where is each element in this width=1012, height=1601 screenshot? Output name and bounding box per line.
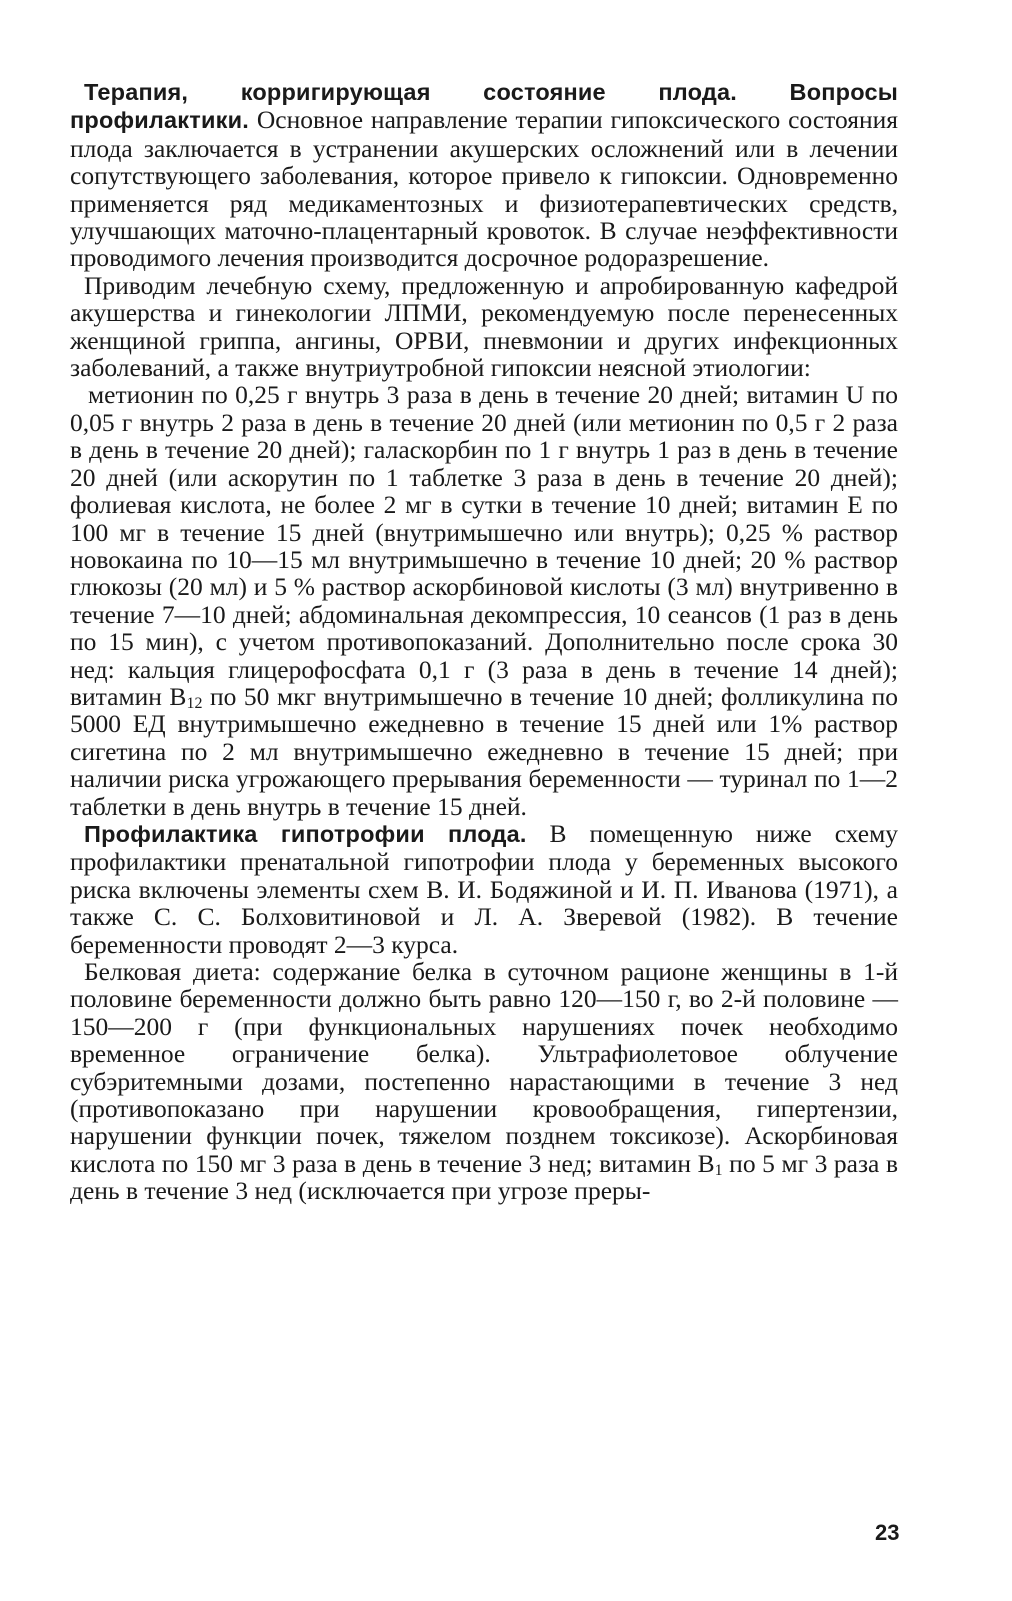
- paragraph-therapy: [70, 78, 898, 272]
- paragraph-hypotrophy: [70, 820, 898, 958]
- section-heading-hypotrophy: Профилактика гипотрофии плода.: [84, 820, 527, 847]
- protein-diet-text-1: Белковая диета: содержание белка в суточном рационе женщины в 1-й половине беременности должно быть равно 120—150 г, во 2-й половине — 150—200 г (при функциональных нарушениях почек необходимо временное ограничение белка). Ультрафиолетовое облучение субэритемными дозами, постепенно нарастающими в течение 3 нед (противопоказано при нарушении кровообращения, гипертензии, нарушении функции почек, тяжелом позднем токсикозе). Аскорбиновая кислота по 150 мг 3 раза в день в течение 3 нед; витамин B: [70, 957, 898, 1178]
- regimen-text-1: метионин по 0,25 г внутрь 3 раза в день в течение 20 дней; витамин U по 0,05 г внутрь 2 раза в день в течение 20 дней (или метионин по 0,5 г 2 раза в день в течение 20 дней); галаскорбин по 1 г внутрь 1 раз в день в течение 20 дней (или аскорутин по 1 таблетке 3 раза в день в течение 20 дней); фолиевая кислота, не более 2 мг в сутки в течение 10 дней; витамин Е по 100 мг в течение 15 дней (внутримышечно или внутрь); 0,25 % раствор новокаина по 10—15 мл внутримышечно в течение 10 дней; 20 % раствор глюкозы (20 мл) и 5 % раствор аскорбиновой кислоты (3 мл) внутривенно в течение 7—10 дней; абдоминальная декомпрессия, 10 сеансов (1 раз в день по 15 мин), с учетом противопоказаний. Дополнительно после срока 30 нед: кальция глицерофосфата 0,1 г (3 раза в день в течение 14 дней); витамин B: [70, 380, 898, 711]
- paragraph-scheme-intro: Приводим лечебную схему, предложенную и апробированную кафедрой акушерства и гинекологии ЛПМИ, рекомендуемую после перенесенных женщиной гриппа, ангины, ОРВИ, пневмонии и других инфекционных заболеваний, а также внутриутробной гипоксии неясной этиологии:: [70, 270, 898, 383]
- paragraph-protein-diet: [70, 958, 898, 1205]
- protein-diet-text-2: по 5 мг 3 раза в день в течение 3 нед (исключается при угрозе преры-: [70, 1148, 898, 1206]
- regimen-text-2: по 50 мкг внутримышечно в течение 10 дней; фолликулина по 5000 ЕД внутримышечно ежедневно в течение 15 дней или 1% раствор сигетина по 2 мл внутримышечно ежедневно в течение 15 дней; при наличии риска угрожающего прерывания беременности — туринал по 1—2 таблетки в день внутрь в течение 15 дней.: [70, 681, 898, 821]
- page-number: 23: [875, 1520, 900, 1545]
- section-heading-therapy: Терапия, корригирующая состояние плода. Вопросы профилактики.: [70, 79, 898, 134]
- regimen-subscript-b12: 12: [186, 694, 203, 712]
- paragraph-therapy-text: Основное направление терапии гипоксического состояния плода заключается в устранении акушерских осложнений или в лечении сопутствующего заболевания, которое привело к гипоксии. Одновременно применяется ряд медикаментозных и физиотерапевтических средств, улучшающих маточно-плацентарный кровоток. В случае неэффективности проводимого лечения производится досрочное родоразрешение.: [70, 105, 898, 273]
- paragraph-hypotrophy-text: В помещенную ниже схему профилактики пренатальной гипотрофии плода у беременных высокого риска включены элементы схем В. И. Бодяжиной и И. П. Иванова (1971), а также С. С. Болховитиновой и Л. А. Зверевой (1982). В течение беременности проводят 2—3 курса.: [70, 818, 898, 959]
- page-body: [70, 78, 898, 1205]
- paragraph-regimen: [70, 381, 898, 820]
- protein-diet-subscript-b1: 1: [714, 1161, 723, 1179]
